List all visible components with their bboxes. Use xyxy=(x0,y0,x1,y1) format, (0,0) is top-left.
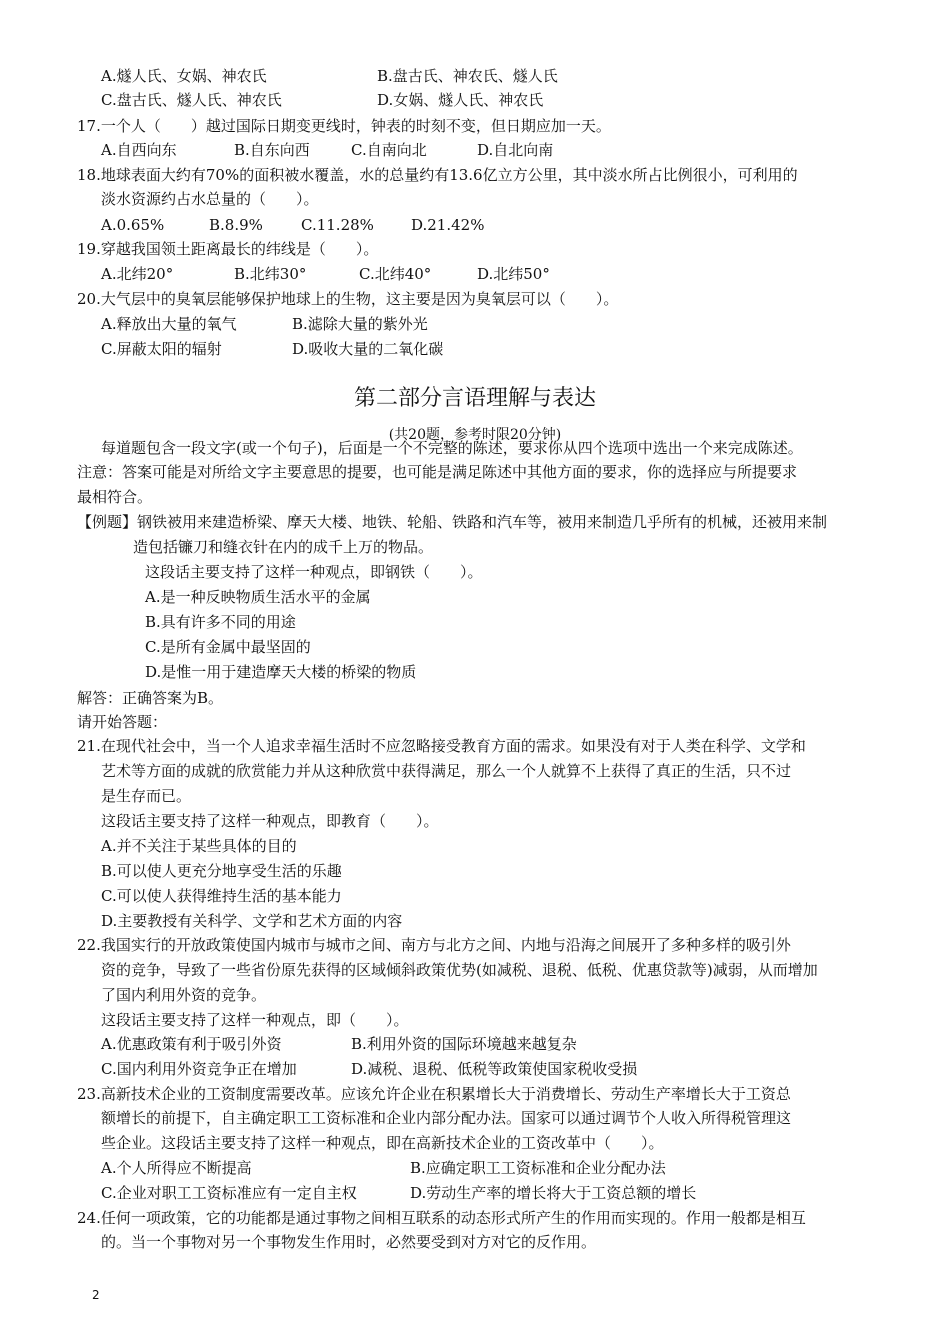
text-segment: 注意：答案可能是对所给文字主要意思的提要，也可能是满足陈述中其他方面的要求，你的选择应与所提要求 xyxy=(77,463,798,481)
text-segment: 请开始答题： xyxy=(77,713,168,731)
text-segment: 这段话主要支持了这样一种观点，即钢铁（ ）。 xyxy=(145,563,483,581)
text-line xyxy=(0,860,950,882)
text-line xyxy=(0,188,950,210)
text-segment: 艺术等方面的成就的欣赏能力并从这种欣赏中获得满足，那么一个人就算不上获得了真正的生活，只不过 xyxy=(101,762,792,780)
text-line xyxy=(0,835,950,857)
text-line xyxy=(0,65,950,87)
text-line xyxy=(0,785,950,807)
text-segment: B.具有许多不同的用途 xyxy=(145,613,296,631)
text-line xyxy=(0,1033,950,1055)
text-segment: A.自西向东 xyxy=(101,141,177,159)
text-segment: D.主要教授有关科学、文学和艺术方面的内容 xyxy=(101,912,403,930)
text-line xyxy=(0,288,950,310)
text-segment: 是生存而已。 xyxy=(101,787,192,805)
text-line xyxy=(0,1058,950,1080)
text-line xyxy=(0,760,950,782)
text-line xyxy=(0,661,950,683)
text-segment: C.自南向北 xyxy=(351,141,427,159)
text-segment: 的。当一个事物对另一个事物发生作用时，必然要受到对方对它的反作用。 xyxy=(101,1233,597,1251)
text-segment: 23.高新技术企业的工资制度需要改革。应该允许企业在积累增长大于消费增长、劳动生产率增长大于工资总 xyxy=(77,1085,791,1103)
section-title: 第二部分言语理解与表达 xyxy=(353,386,596,411)
text-line xyxy=(0,1107,950,1129)
text-segment: 些企业。这段话主要支持了这样一种观点，即在高新技术企业的工资改革中（ ）。 xyxy=(101,1134,664,1152)
text-segment: D.减税、退税、低税等政策使国家税收受损 xyxy=(351,1060,638,1078)
text-segment: B.利用外资的国际环境越来越复杂 xyxy=(351,1035,577,1053)
text-segment: 每道题包含一段文字(或一个句子)，后面是一个不完整的陈述，要求你从四个选项中选出一个来完成陈述。 xyxy=(101,439,803,457)
text-segment: 20.大气层中的臭氧层能够保护地球上的生物，这主要是因为臭氧层可以（ ）。 xyxy=(77,290,619,308)
text-segment: D.吸收大量的二氧化碳 xyxy=(292,340,444,358)
text-segment: A.并不关注于某些具体的目的 xyxy=(101,837,297,855)
text-segment: 24.任何一项政策，它的功能都是通过事物之间相互联系的动态形式所产生的作用而实现的。作用一般都是相互 xyxy=(77,1209,806,1227)
text-segment: B.盘古氏、神农氏、燧人氏 xyxy=(377,67,558,85)
text-line xyxy=(0,214,950,236)
text-segment: 【例题】钢铁被用来建造桥梁、摩天大楼、地铁、轮船、铁路和汽车等，被用来制造几乎所有的机械，还被用来制 xyxy=(77,513,828,531)
text-segment: C.企业对职工工资标准应有一定自主权 xyxy=(101,1184,357,1202)
text-line xyxy=(0,735,950,757)
text-segment: C.盘古氏、燧人氏、神农氏 xyxy=(101,91,282,109)
text-segment: 19.穿越我国领土距离最长的纬线是（ ）。 xyxy=(77,240,379,258)
text-segment: B.自东向西 xyxy=(234,141,310,159)
text-segment: B.8.9% xyxy=(209,216,263,234)
text-segment: B.滤除大量的紫外光 xyxy=(292,315,428,333)
text-line xyxy=(0,1083,950,1105)
text-segment: D.女娲、燧人氏、神农氏 xyxy=(377,91,544,109)
text-line xyxy=(0,338,950,360)
text-segment: C.11.28% xyxy=(301,216,374,234)
text-line xyxy=(0,1182,950,1204)
text-segment: 18.地球表面大约有70%的面积被水覆盖，水的总量约有13.6亿立方公里，其中淡水所占比例很小，可利用的 xyxy=(77,166,798,184)
text-line xyxy=(0,238,950,260)
text-line xyxy=(0,611,950,633)
text-line xyxy=(0,984,950,1006)
text-segment: 22.我国实行的开放政策使国内城市与城市之间、南方与北方之间、内地与沿海之间展开了多种多样的吸引外 xyxy=(77,936,791,954)
text-segment: D.劳动生产率的增长将大于工资总额的增长 xyxy=(410,1184,697,1202)
text-line xyxy=(0,1157,950,1179)
text-segment: A.释放出大量的氧气 xyxy=(101,315,237,333)
text-line xyxy=(0,511,950,533)
text-line xyxy=(0,461,950,483)
text-segment: 21.在现代社会中，当一个人追求幸福生活时不应忽略接受教育方面的需求。如果没有对于人类在科学、文学和 xyxy=(77,737,806,755)
text-segment: B.北纬30° xyxy=(234,265,307,283)
text-line xyxy=(0,1009,950,1031)
text-segment: 最相符合。 xyxy=(77,488,153,506)
text-line xyxy=(0,711,950,733)
text-segment: 解答：正确答案为B。 xyxy=(77,689,224,707)
text-line xyxy=(0,810,950,832)
text-line xyxy=(0,586,950,608)
text-line xyxy=(0,885,950,907)
text-line xyxy=(0,1231,950,1253)
text-segment: 这段话主要支持了这样一种观点，即教育（ ）。 xyxy=(101,812,439,830)
text-line xyxy=(0,1132,950,1154)
text-line xyxy=(0,536,950,558)
text-segment: C.是所有金属中最坚固的 xyxy=(145,638,311,656)
text-segment: 造包括镰刀和缝衣针在内的成千上万的物品。 xyxy=(133,538,434,556)
text-segment: 额增长的前提下，自主确定职工工资标准和企业内部分配办法。国家可以通过调节个人收入所得税管理这 xyxy=(101,1109,792,1127)
text-segment: 这段话主要支持了这样一种观点，即（ ）。 xyxy=(101,1011,409,1029)
text-segment: D.自北向南 xyxy=(477,141,554,159)
text-line xyxy=(0,687,950,709)
text-segment: B.应确定职工工资标准和企业分配办法 xyxy=(410,1159,666,1177)
text-segment: A.个人所得应不断提高 xyxy=(101,1159,252,1177)
text-segment: 淡水资源约占水总量的（ ）。 xyxy=(101,190,319,208)
text-segment: C.屏蔽太阳的辐射 xyxy=(101,340,222,358)
text-line xyxy=(0,115,950,137)
text-segment: 17.一个人（ ）越过国际日期变更线时，钟表的时刻不变，但日期应加一天。 xyxy=(77,117,611,135)
text-segment: A.优惠政策有利于吸引外资 xyxy=(101,1035,282,1053)
text-line xyxy=(0,89,950,111)
text-line xyxy=(0,263,950,285)
text-line xyxy=(0,934,950,956)
text-segment: A.0.65% xyxy=(101,216,165,234)
text-line xyxy=(0,1207,950,1229)
text-segment: D.21.42% xyxy=(411,216,485,234)
text-line xyxy=(0,164,950,186)
text-line xyxy=(0,139,950,161)
text-segment: D.北纬50° xyxy=(477,265,550,283)
text-line xyxy=(0,561,950,583)
text-segment: D.是惟一用于建造摩天大楼的桥梁的物质 xyxy=(145,663,417,681)
text-segment: A.北纬20° xyxy=(101,265,174,283)
text-segment: A.是一种反映物质生活水平的金属 xyxy=(145,588,371,606)
text-segment: 了国内利用外资的竞争。 xyxy=(101,986,267,1004)
text-segment: B.可以使人更充分地享受生活的乐趣 xyxy=(101,862,342,880)
section-subtitle: (共20题，参考时限20分钟) xyxy=(388,427,562,443)
text-segment: C.北纬40° xyxy=(359,265,432,283)
page-number: 2 xyxy=(92,1288,100,1302)
text-line xyxy=(0,636,950,658)
text-segment: C.可以使人获得维持生活的基本能力 xyxy=(101,887,342,905)
text-segment: C.国内利用外资竞争正在增加 xyxy=(101,1060,297,1078)
text-line xyxy=(0,313,950,335)
text-line xyxy=(0,959,950,981)
text-segment: 资的竞争，导致了一些省份原先获得的区域倾斜政策优势(如减税、退税、低税、优惠贷款等)减弱，从而增加 xyxy=(101,961,818,979)
text-segment: A.燧人氏、女娲、神农氏 xyxy=(101,67,267,85)
text-line xyxy=(0,910,950,932)
text-line xyxy=(0,486,950,508)
